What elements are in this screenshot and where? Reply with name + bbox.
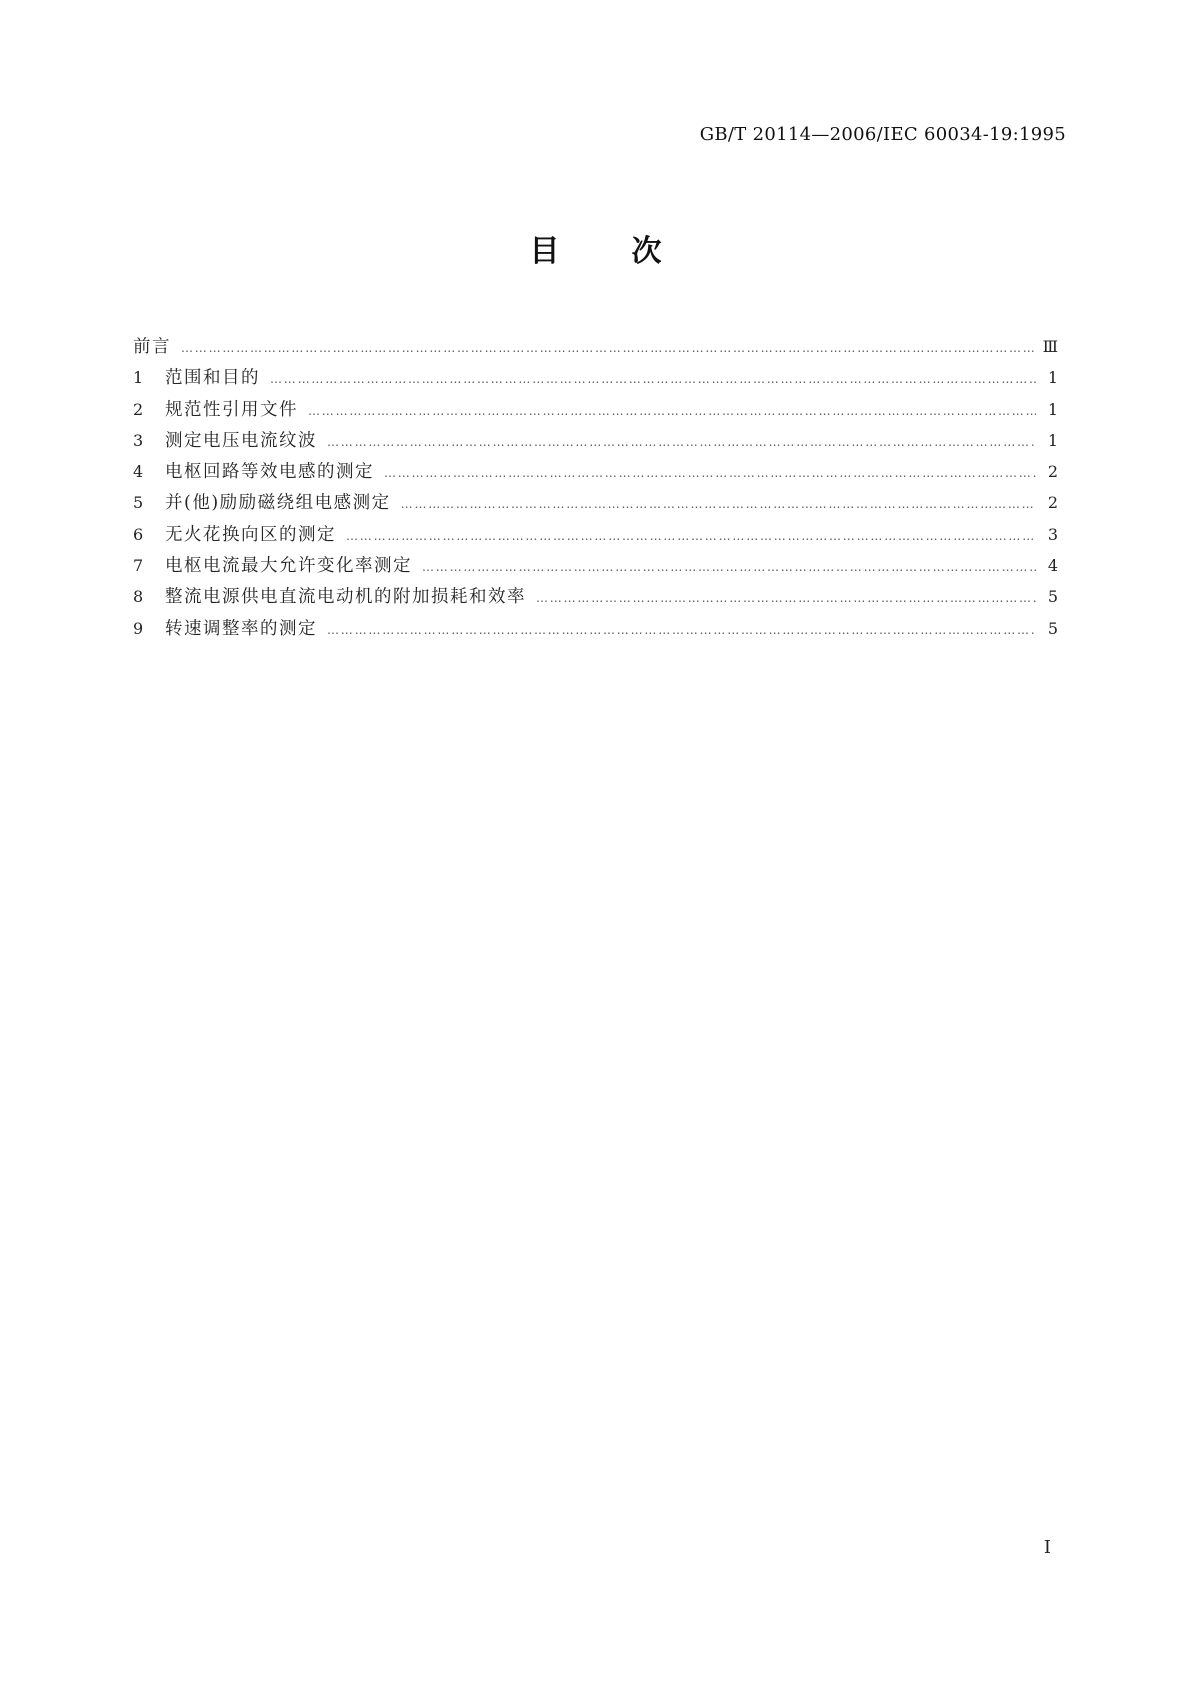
dot-leader: [308, 396, 1036, 427]
toc-entry-3[interactable]: [133, 425, 1058, 456]
dot-leader: [384, 458, 1036, 489]
toc-entry-number: 5: [133, 493, 144, 513]
standard-number: GB/T 20114—2006/IEC 60034-19:1995: [699, 124, 1066, 145]
dot-leader: [401, 489, 1036, 520]
toc-entry-number: 6: [133, 524, 144, 544]
dot-leader: [422, 552, 1036, 583]
toc-entry-5[interactable]: [133, 487, 1058, 518]
toc-entry-title: 范围和目的: [165, 368, 260, 389]
toc-entry-number: 8: [133, 587, 144, 607]
toc-entry-number: 1: [133, 368, 144, 388]
toc-entry-title: 无火花换向区的测定: [165, 524, 336, 545]
toc-entry-page: 2: [1047, 462, 1058, 482]
toc-entry-number: 7: [133, 556, 144, 576]
toc-entry-page: Ⅲ: [1042, 337, 1058, 356]
toc-entry-title: 规范性引用文件: [165, 399, 298, 420]
page-title: [0, 226, 1191, 270]
toc-entry-title: 转速调整率的测定: [165, 618, 317, 639]
dot-leader: [327, 427, 1036, 458]
toc-entry-number: 2: [133, 399, 144, 419]
toc-entry-page: 5: [1047, 587, 1058, 607]
toc-entry-title: 测定电压电流纹波: [165, 430, 317, 451]
toc-entry-page: 5: [1047, 618, 1058, 638]
toc-entry-number: 3: [133, 430, 144, 450]
toc-entry-page: 1: [1047, 368, 1058, 388]
toc-entry-7[interactable]: [133, 550, 1058, 581]
dot-leader: [181, 333, 1035, 364]
toc-entry-number: 9: [133, 618, 144, 638]
table-of-contents: [133, 331, 1058, 644]
dot-leader: [327, 615, 1036, 646]
dot-leader: [536, 583, 1036, 614]
toc-entry-title: 前言: [133, 337, 171, 357]
toc-entry-8[interactable]: [133, 581, 1058, 612]
toc-entry-2[interactable]: [133, 394, 1058, 425]
toc-entry-page: 4: [1047, 556, 1058, 576]
dot-leader: [346, 521, 1036, 552]
dot-leader: [270, 364, 1036, 395]
toc-entry-number: 4: [133, 462, 144, 482]
page-title-part-1: 目: [529, 234, 560, 269]
toc-entry-foreword[interactable]: [133, 331, 1058, 362]
toc-entry-page: 1: [1047, 430, 1058, 450]
toc-entry-6[interactable]: [133, 519, 1058, 550]
toc-entry-page: 3: [1047, 524, 1058, 544]
toc-entry-title: 并(他)励励磁绕组电感测定: [165, 493, 391, 514]
toc-entry-title: 电枢回路等效电感的测定: [165, 462, 374, 483]
toc-entry-page: 1: [1047, 399, 1058, 419]
toc-entry-9[interactable]: [133, 613, 1058, 644]
toc-entry-1[interactable]: [133, 362, 1058, 393]
page-number: Ⅰ: [1043, 1537, 1051, 1558]
toc-entry-page: 2: [1047, 493, 1058, 513]
page-title-part-2: 次: [631, 234, 662, 269]
toc-entry-title: 电枢电流最大允许变化率测定: [165, 556, 412, 577]
toc-entry-title: 整流电源供电直流电动机的附加损耗和效率: [165, 587, 526, 608]
toc-entry-4[interactable]: [133, 456, 1058, 487]
